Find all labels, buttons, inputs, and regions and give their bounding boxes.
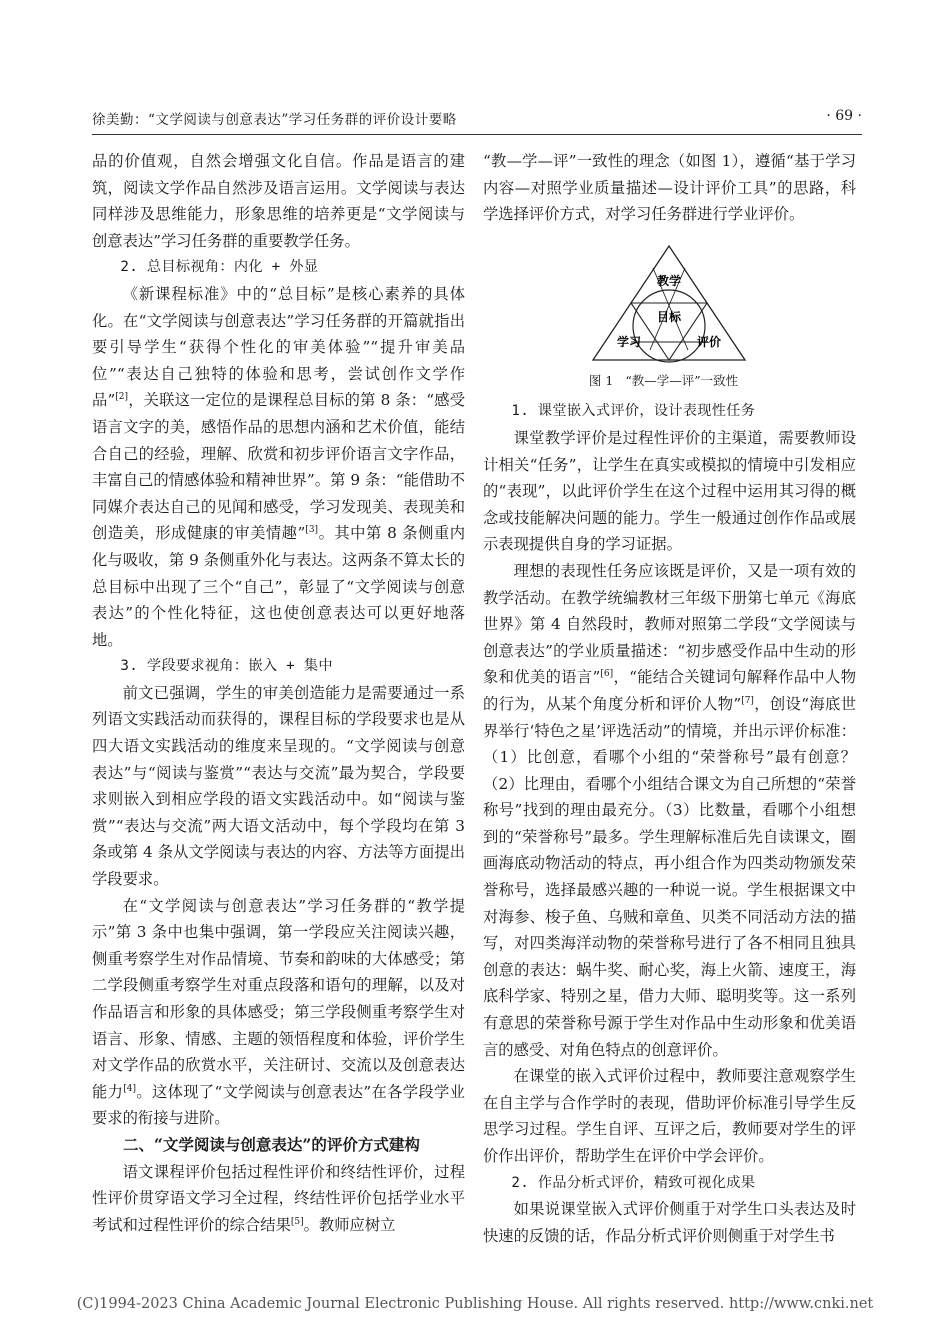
label-goal: 目标 bbox=[656, 309, 682, 324]
paragraph: 在“文学阅读与创意表达”学习任务群的“教学提示”第 3 条中也集中强调，第一学段应关注阅读兴趣，侧重考察学生对作品情境、节奏和韵味的大体感受；第二学段侧重考察学生对重点段落和语句的理解，以及对作品语言和形象的具体感受；第三学段侧重考察学生对语言、形象、情感、主题的领悟程度和体验，评价学生对文学作品的欣赏水平，关注研讨、交流以及创意表达能力[4]。这体现了“文学阅读与创意表达”在各学段学业要求的衔接与进阶。 bbox=[92, 896, 465, 1128]
figure-number: 图 1 bbox=[588, 372, 614, 388]
figure-caption bbox=[483, 368, 856, 395]
citation: [2] bbox=[115, 392, 129, 403]
citation: [7] bbox=[741, 695, 754, 706]
paragraph: 课堂教学评价是过程性评价的主渠道，需要教师设计相关“任务”，让学生在真实或模拟的情境中引发相应的“表现”，以此评价学生在这个过程中运用其习得的概念或技能解决问题的能力。学生一般通过创作作品或展示表现提供自身的学习证据。 bbox=[483, 428, 856, 554]
figure-title: “教—学—评”一致性 bbox=[625, 372, 739, 388]
figure-triangle-diagram bbox=[483, 236, 856, 368]
subheading-total-goal: 2. 总目标视角：内化 + 外显 bbox=[120, 259, 319, 276]
label-evaluation: 评价 bbox=[696, 334, 722, 349]
header-rule bbox=[92, 134, 862, 135]
paragraph: 品的价值观，自然会增强文化自信。作品是语言的建筑，阅读文学作品自然涉及语言运用。文学阅读与表达同样涉及思维能力，形象思维的培养更是“文学阅读与创意表达”学习任务群的重要教学任务。 bbox=[92, 152, 465, 250]
copyright-footer: (C)1994-2023 China Academic Journal Electronic Publishing House. All rights reserved. http://www.cnki.net bbox=[76, 1296, 874, 1312]
paragraph: 《新课程标准》中的“总目标”是核心素养的具体化。在“文学阅读与创意表达”学习任务群的开篇就指出要引导学生“获得个性化的审美体验”“提升审美品位”“表达自己独特的体验和思考，尝试创作文学作品”[2]，关联这一定位的是课程总目标的第 8 条：“感受语言文字的美，感悟作品的思想内涵和艺术价值，能结合自己的经验，理解、欣赏和初步评价语言文字作品，丰富自己的情感体验和精神世界”。第 9 条：“能借助不同媒介表达自己的见闻和感受，学习发现美、表现美和创造美，形成健康的审美情趣”[3]。其中第 8 条侧重内化与吸收，第 9 条侧重外化与表达。这两条不算太长的总目标中出现了三个“自己”，彰显了“文学阅读与创意表达”的个性化特征，这也使创意表达可以更好地落地。 bbox=[92, 284, 465, 649]
right-column bbox=[483, 148, 856, 1249]
paragraph: 前文已强调，学生的审美创造能力是需要通过一系列语文实践活动而获得的，课程目标的学段要求也是从四大语文实践活动的维度来呈现的。“文学阅读与创意表达”与“阅读与鉴赏”“表达与交流”最为契合，学段要求则嵌入到相应学段的语文实践活动中。如“阅读与鉴赏”“表达与交流”两大语文活动中，每个学段均在第 3 条或第 4 条从文学阅读与表达的内容、方法等方面提出学段要求。 bbox=[92, 683, 465, 889]
paragraph: 在课堂的嵌入式评价过程中，教师要注意观察学生在自主学与合作学时的表现，借助评价标准引导学生反思学习过程。学生自评、互评之后，教师要对学生的评价作出评价，帮助学生在评价中学会评价。 bbox=[483, 1067, 856, 1165]
paragraph: 理想的表现性任务应该既是评价，又是一项有效的教学活动。在教学统编教材三年级下册第七单元《海底世界》第 4 自然段时，教师对照第二学段“文学阅读与创意表达”的学业质量描述：“初步感受作品中生动的形象和优美的语言”[6]，“能结合关键词句解释作品中人物的行为，从某个角度分析和评价人物”[7]，创设“海底世界举行‘特色之星’评选活动”的情境，并出示评价标准：（1）比创意，看哪个小组的“荣誉称号”最有创意？（2）比理由，看哪个小组结合课文为自己所想的“荣誉称号”找到的理由最充分。（3）比数量，看哪个小组想到的“荣誉称号”最多。学生理解标准后先自读课文，圈画海底动物活动的特点，再小组合作为四类动物颁发荣誉称号，选择最感兴趣的一种说一说。学生根据课文中对海参、梭子鱼、乌贼和章鱼、贝类不同活动方法的描写，对四类海洋动物的荣誉称号进行了各不相同且独具创意的表达：蜗牛奖、耐心奖，海上火箭、速度王，海底科学家、特别之星，借力大师、聪明奖等。这一系列有意思的荣誉称号源于学生对作品中生动形象和优美语言的感受、对角色特点的创意评价。 bbox=[483, 561, 856, 1059]
citation: [6] bbox=[600, 669, 614, 680]
center-circle bbox=[633, 290, 705, 362]
left-column bbox=[92, 148, 465, 1238]
citation: [5] bbox=[290, 1216, 304, 1227]
subheading-work-analysis: 2. 作品分析式评价，精致可视化成果 bbox=[511, 1174, 756, 1191]
subheading-classroom-evaluation: 1. 课堂嵌入式评价，设计表现性任务 bbox=[511, 403, 756, 420]
section-heading: 二、“文学阅读与创意表达”的评价方式建构 bbox=[123, 1134, 420, 1154]
running-header bbox=[92, 108, 862, 132]
citation: [3] bbox=[305, 525, 319, 536]
paragraph: “教—学—评”一致性的理念（如图 1），遵循“基于学习内容—对照学业质量描述—设计评价工具”的思路，科学选择评价方式，对学习任务群进行学业评价。 bbox=[483, 152, 856, 224]
paragraph: 如果说课堂嵌入式评价侧重于对学生口头表达及时快速的反馈的话，作品分析式评价则侧重于对学生书 bbox=[483, 1200, 856, 1245]
label-learning: 学习 bbox=[616, 334, 642, 349]
triangle-diagram bbox=[483, 236, 856, 368]
citation: [4] bbox=[123, 1083, 137, 1094]
label-teaching: 教学 bbox=[656, 273, 682, 288]
running-title: 徐美勤：“文学阅读与创意表达”学习任务群的评价设计要略 bbox=[92, 112, 457, 128]
subheading-stage-requirement: 3. 学段要求视角：嵌入 + 集中 bbox=[120, 658, 333, 675]
page-number: · 69 · bbox=[826, 108, 862, 124]
paragraph: 语文课程评价包括过程性评价和终结性评价，过程性评价贯穿语文学习全过程，终结性评价包括学业水平考试和过程性评价的综合结果[5]。教师应树立 bbox=[92, 1162, 465, 1234]
